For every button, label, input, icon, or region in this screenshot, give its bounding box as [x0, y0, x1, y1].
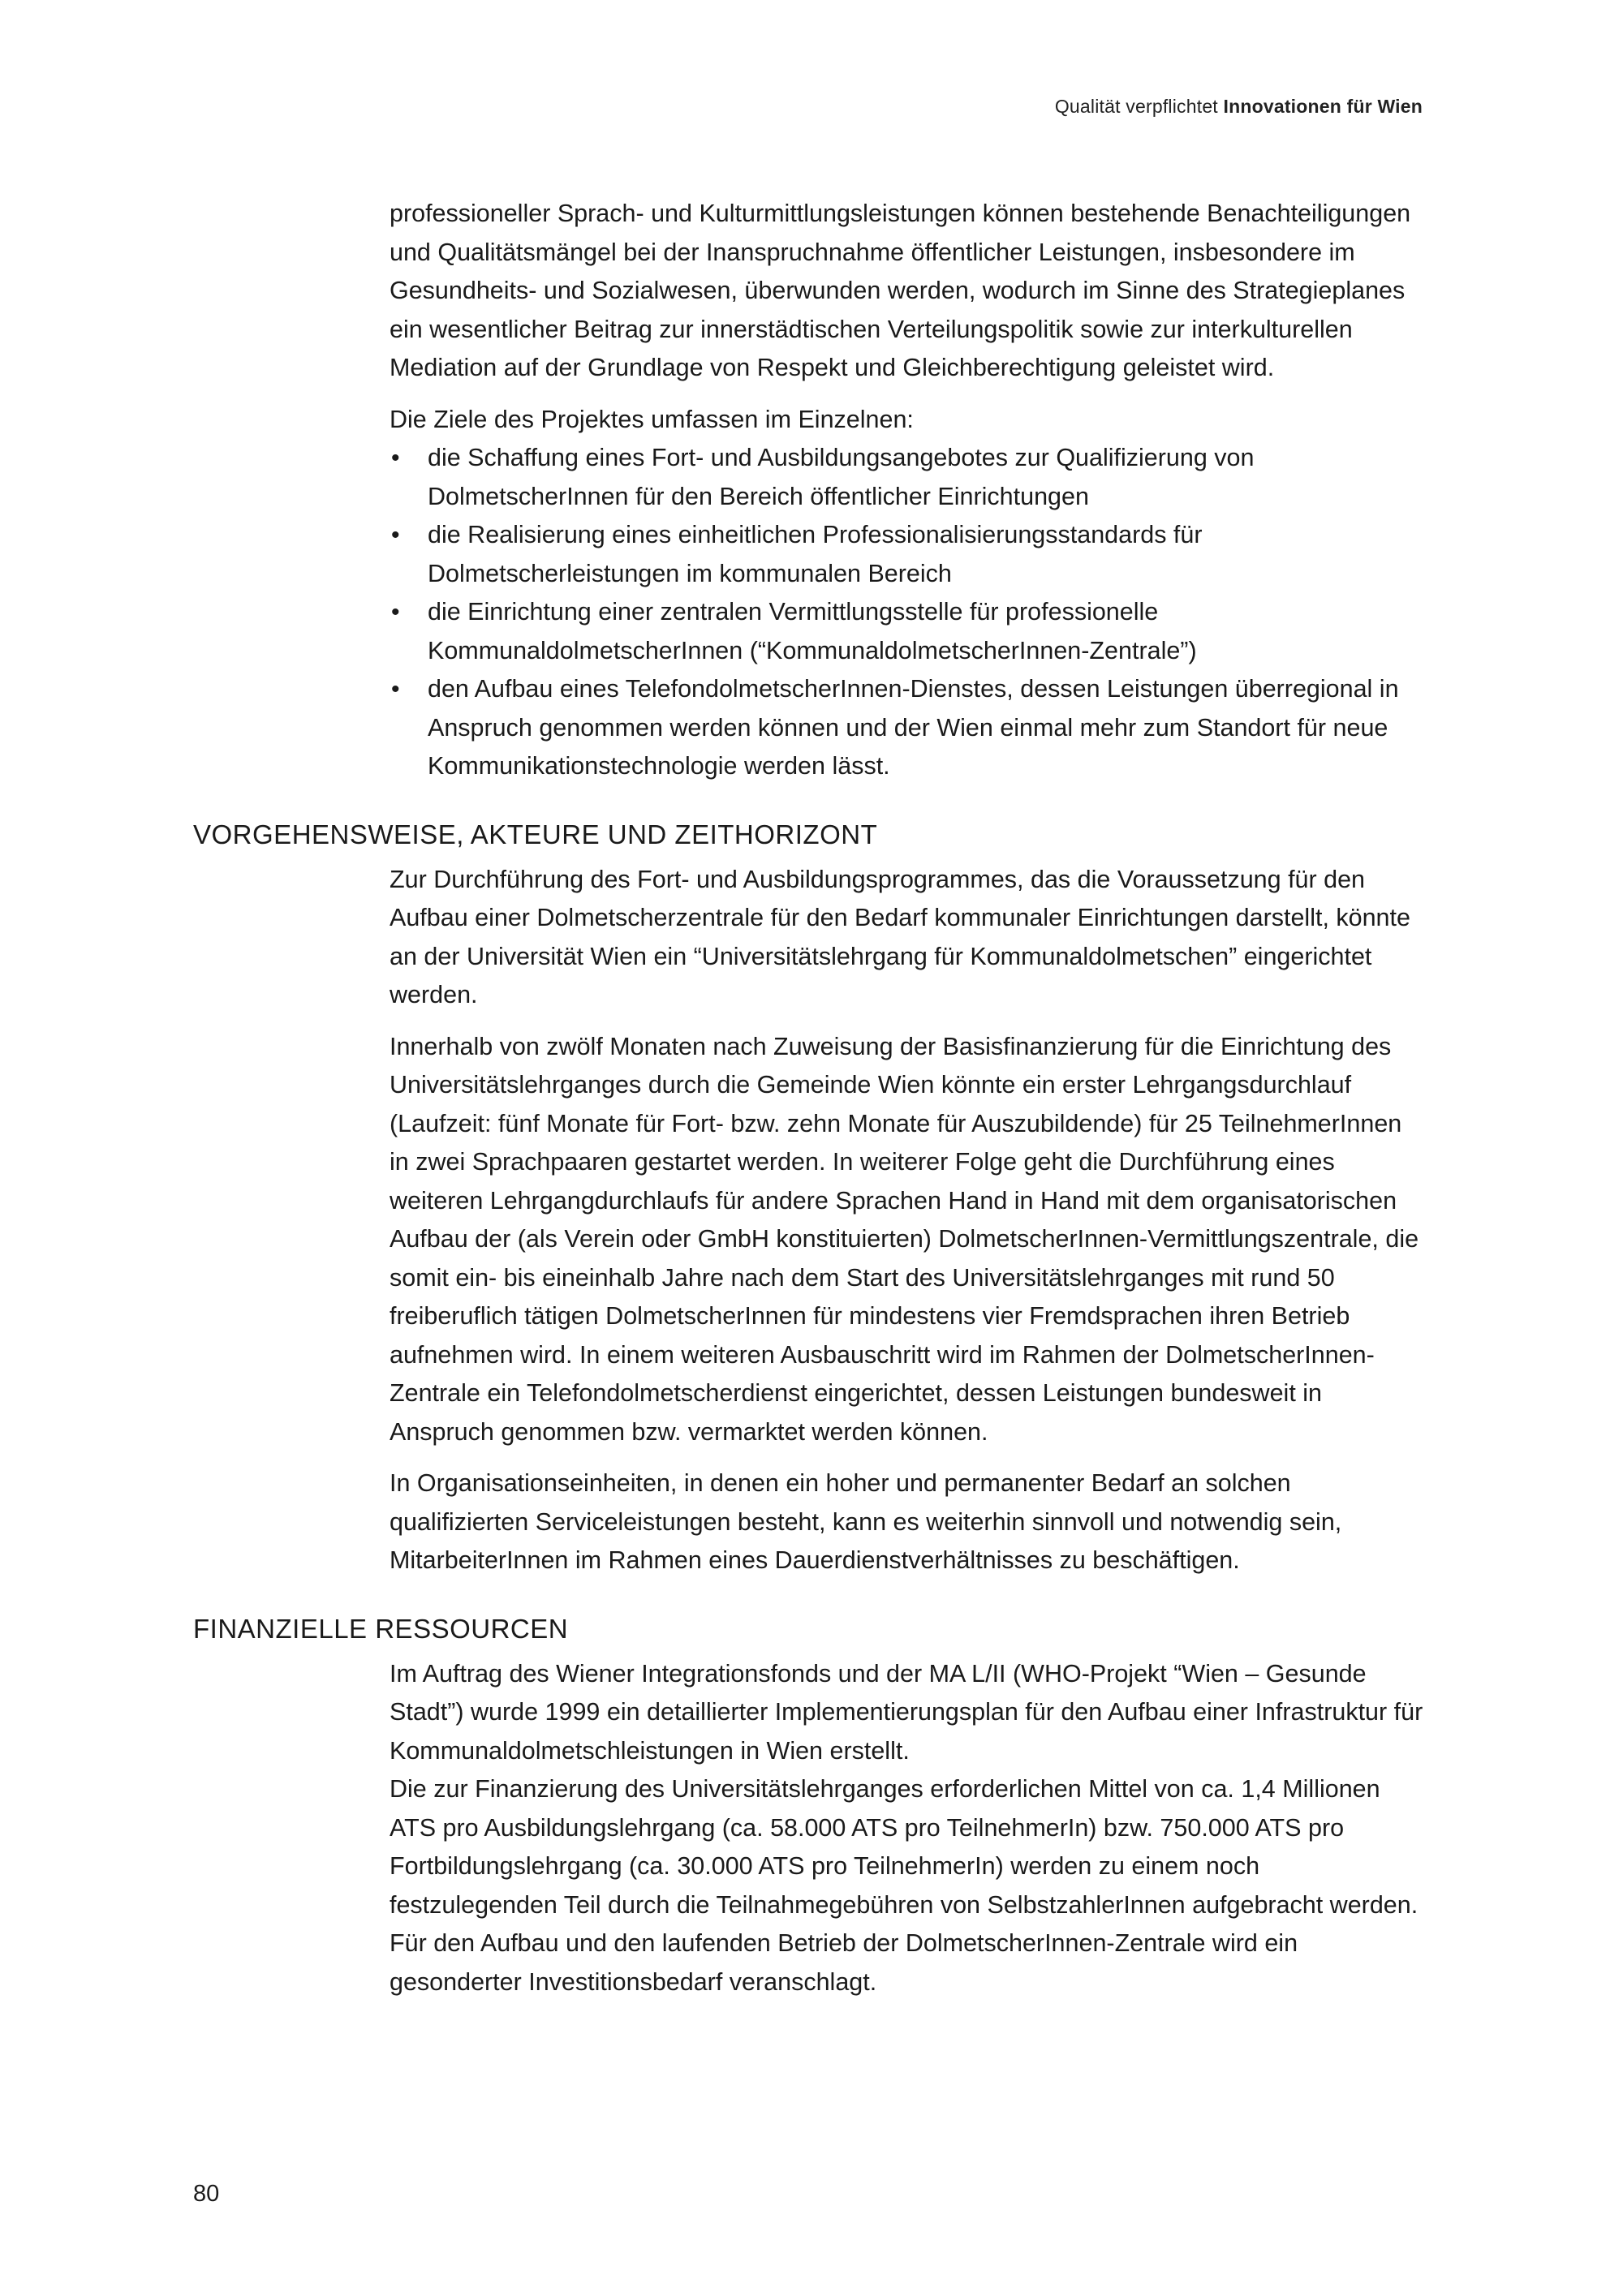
- finance-paragraph: Im Auftrag des Wiener Integrationsfonds und der MA L/II (WHO-Projekt “Wien – Gesunde Stadt”) wurde 1999 ein detaillierter Implementierungsplan für den Aufbau einer Infrastruktur für Kommunaldolmetschleistungen in Wien erstellt.: [390, 1659, 1423, 1765]
- goals-list: [390, 439, 1427, 786]
- page-content: [193, 195, 1427, 2014]
- bullet-icon: •: [391, 522, 400, 548]
- goal-text: die Einrichtung einer zentralen Vermittlungsstelle für professionelle KommunaldolmetscherInnen (“KommunaldolmetscherInnen-Zentrale”): [428, 598, 1197, 664]
- running-header: [1055, 96, 1423, 118]
- goal-text: die Realisierung eines einheitlichen Professionalisierungsstandards für Dolmetscherleistungen im kommunalen Bereich: [428, 521, 1203, 587]
- goals-list-item: [390, 516, 1427, 593]
- goals-list-item: [390, 439, 1427, 516]
- goals-list-item: [390, 593, 1427, 670]
- goals-list-item: [390, 670, 1427, 786]
- approach-paragraph: Zur Durchführung des Fort- und Ausbildungsprogrammes, das die Voraussetzung für den Aufbau einer Dolmetscherzentrale für den Bedarf kommunaler Einrichtungen darstellt, könnte an der Universität Wien ein “Universitätslehrgang für Kommunaldolmetschen” eingerichtet werden.: [390, 865, 1410, 1008]
- running-header-title: Innovationen für Wien: [1223, 96, 1423, 117]
- section-heading-finance: FINANZIELLE RESSOURCEN: [193, 1613, 569, 1644]
- bullet-icon: •: [391, 445, 400, 471]
- approach-paragraph: In Organisationseinheiten, in denen ein hoher und permanenter Bedarf an solchen qualifizierten Serviceleistungen besteht, kann es weiterhin sinnvoll und notwendig sein, MitarbeiterInnen im Rahmen eines Dauerdienstverhältnisses zu beschäftigen.: [390, 1469, 1342, 1574]
- bullet-icon: •: [391, 599, 400, 626]
- running-header-prefix: Qualität verpflichtet: [1054, 96, 1218, 117]
- goal-text: den Aufbau eines TelefondolmetscherInnen-Dienstes, dessen Leistungen überregional in Anspruch genommen werden können und der Wien einmal mehr zum Standort für neue Kommunikationstechnologie werden lässt.: [428, 675, 1399, 780]
- page-number: 80: [193, 2181, 220, 2207]
- approach-block: [390, 861, 1427, 1580]
- approach-paragraph: Innerhalb von zwölf Monaten nach Zuweisung der Basisfinanzierung für die Einrichtung des Universitätslehrganges durch die Gemeinde Wien könnte ein erster Lehrgangsdurchlauf (Laufzeit: fünf Monate für Fort- bzw. zehn Monate für Auszubildende) für 25 TeilnehmerInnen in zwei Sprachpaaren gestartet werden. In weiterer Folge geht die Durchführung eines weiteren Lehrgangdurchlaufs für andere Sprachen Hand in Hand mit dem organisatorischen Aufbau der (als Verein oder GmbH konstituierten) DolmetscherInnen-Vermittlungszentrale, die somit ein- bis eineinhalb Jahre nach dem Start des Universitätslehrganges mit rund 50 freiberuflich tätigen DolmetscherInnen für mindestens vier Fremdsprachen ihren Betrieb aufnehmen wird. In einem weiteren Ausbauschritt wird im Rahmen der DolmetscherInnen-Zentrale ein Telefondolmetscherdienst eingerichtet, dessen Leistungen bundesweit in Anspruch genommen bzw. vermarktet werden können.: [390, 1032, 1419, 1446]
- goals-lead: Die Ziele des Projektes umfassen im Einzelnen:: [390, 405, 914, 433]
- finance-block: [390, 1655, 1427, 2002]
- finance-paragraph: Die zur Finanzierung des Universitätslehrganges erforderlichen Mittel von ca. 1,4 Millionen ATS pro Ausbildungslehrgang (ca. 58.000 ATS pro TeilnehmerIn) bzw. 750.000 ATS pro Fortbildungslehrgang (ca. 30.000 ATS pro TeilnehmerIn) werden zu einem noch festzulegenden Teil durch die Teilnahmegebühren von SelbstzahlerInnen aufgebracht werden. Für den Aufbau und den laufenden Betrieb der DolmetscherInnen-Zentrale wird ein gesonderter Investitionsbedarf veranschlagt.: [390, 1775, 1419, 1996]
- bullet-icon: •: [391, 676, 400, 703]
- section-heading-approach: VORGEHENSWEISE, AKTEURE UND ZEITHORIZONT: [193, 819, 878, 849]
- intro-paragraph: professioneller Sprach- und Kulturmittlungsleistungen können bestehende Benachteiligungen und Qualitätsmängel bei der Inanspruchnahme öffentlicher Leistungen, insbesondere im Gesundheits- und Sozialwesen, überwunden werden, wodurch im Sinne des Strategieplanes ein wesentlicher Beitrag zur innerstädtischen Verteilungspolitik sowie zur interkulturellen Mediation auf der Grundlage von Respekt und Gleichberechtigung geleistet wird.: [390, 200, 1411, 381]
- intro-block: [390, 195, 1427, 786]
- goal-text: die Schaffung eines Fort- und Ausbildungsangebotes zur Qualifizierung von DolmetscherInnen für den Bereich öffentlicher Einrichtungen: [428, 444, 1255, 510]
